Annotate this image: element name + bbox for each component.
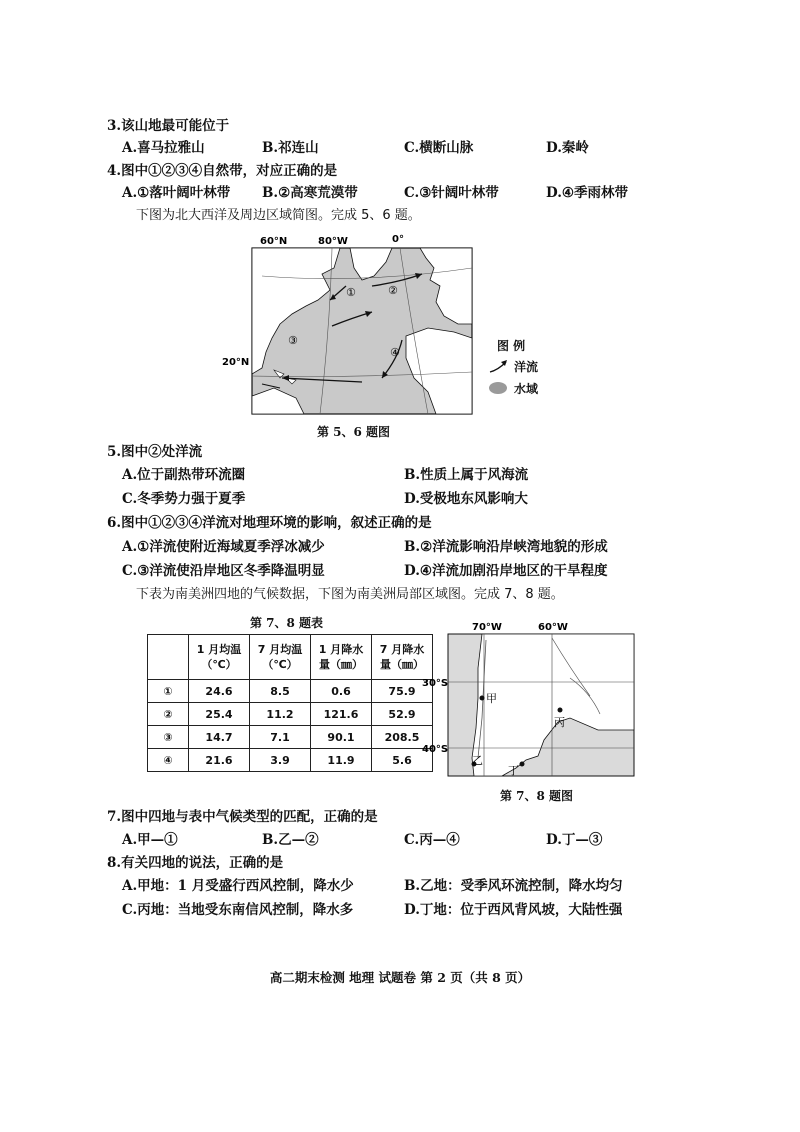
place-ding-dot <box>520 762 525 767</box>
cell: 25.4 <box>189 703 250 726</box>
header-jan-temp: 1 月均温 （℃） <box>189 635 250 680</box>
place-jia-dot <box>480 696 485 701</box>
lon-label-70w: 70°W <box>472 622 502 633</box>
legend-water-label: 水域 <box>514 382 539 396</box>
q8-option-b[interactable]: B.乙地：受季风环流控制，降水均匀 <box>404 878 623 894</box>
q3-option-d[interactable]: D.秦岭 <box>546 140 589 156</box>
cell: 90.1 <box>311 726 372 749</box>
place-ding: 丁 <box>508 764 519 777</box>
cell: 14.7 <box>189 726 250 749</box>
q3-option-a[interactable]: A.喜马拉雅山 <box>122 140 205 156</box>
lat-label-40s: 40°S <box>422 744 449 755</box>
row-id: ③ <box>148 726 189 749</box>
question-5-stem: 5.图中②处洋流 <box>107 444 203 460</box>
header-jan-precip: 1 月降水 量（㎜） <box>311 635 372 680</box>
lat-label-30s: 30°S <box>422 678 449 689</box>
lon-label-80w: 80°W <box>318 236 348 247</box>
q6-option-b[interactable]: B.②洋流影响沿岸峡湾地貌的形成 <box>404 539 608 555</box>
cell: 8.5 <box>250 680 311 703</box>
cell: 11.2 <box>250 703 311 726</box>
table-row <box>148 703 433 726</box>
lat-label-20n: 20°N <box>222 357 250 368</box>
map1-caption: 第 5、6 题图 <box>317 425 391 439</box>
lon-label-60w: 60°W <box>538 622 568 633</box>
q6-option-a[interactable]: A.①洋流使附近海域夏季浮冰减少 <box>122 539 325 555</box>
marker-2: ② <box>388 284 398 297</box>
q7-option-b[interactable]: B.乙—② <box>262 832 319 848</box>
place-jia: 甲 <box>486 692 497 705</box>
q5-option-d[interactable]: D.受极地东风影响大 <box>404 491 528 507</box>
map2-caption: 第 7、8 题图 <box>500 789 574 803</box>
intro-7-8: 下表为南美洲四地的气候数据，下图为南美洲局部区域图。完成 7、8 题。 <box>136 587 564 602</box>
question-3-stem: 3.该山地最可能位于 <box>107 118 230 134</box>
page-footer: 高二期末检测 地理 试题卷 第 2 页（共 8 页） <box>269 970 531 985</box>
row-id: ④ <box>148 749 189 772</box>
q3-option-c[interactable]: C.横断山脉 <box>404 140 474 156</box>
q8-option-d[interactable]: D.丁地：位于西风背风坡，大陆性强 <box>404 902 623 918</box>
cell: 75.9 <box>372 680 433 703</box>
legend-current-icon <box>488 358 512 374</box>
legend-title: 图 例 <box>497 339 526 353</box>
cell: 208.5 <box>372 726 433 749</box>
question-8-stem: 8.有关四地的说法，正确的是 <box>107 855 284 871</box>
marker-4: ④ <box>390 346 400 359</box>
cell: 24.6 <box>189 680 250 703</box>
place-bing-dot <box>558 708 563 713</box>
marker-3: ③ <box>288 334 298 347</box>
table-row <box>148 680 433 703</box>
table-corner <box>148 635 189 680</box>
table-header-row <box>148 635 433 680</box>
cell: 3.9 <box>250 749 311 772</box>
row-id: ① <box>148 680 189 703</box>
q4-option-d[interactable]: D.④季雨林带 <box>546 185 629 201</box>
legend-current-label: 洋流 <box>514 360 539 374</box>
q5-option-a[interactable]: A.位于副热带环流圈 <box>122 467 246 483</box>
row-id: ② <box>148 703 189 726</box>
q6-option-c[interactable]: C.③洋流使沿岸地区冬季降温明显 <box>122 563 325 579</box>
place-yi: 乙 <box>472 754 483 767</box>
q6-option-d[interactable]: D.④洋流加剧沿岸地区的干旱程度 <box>404 563 608 579</box>
cell: 121.6 <box>311 703 372 726</box>
q4-option-c[interactable]: C.③针阔叶林带 <box>404 185 499 201</box>
table-caption: 第 7、8 题表 <box>250 616 324 630</box>
cell: 11.9 <box>311 749 372 772</box>
q7-option-d[interactable]: D.丁—③ <box>546 832 603 848</box>
climate-table <box>147 634 433 772</box>
cell: 52.9 <box>372 703 433 726</box>
cell: 21.6 <box>189 749 250 772</box>
header-jul-precip: 7 月降水 量（㎜） <box>372 635 433 680</box>
q5-option-b[interactable]: B.性质上属于风海流 <box>404 467 529 483</box>
cell: 0.6 <box>311 680 372 703</box>
question-4-stem: 4.图中①②③④自然带，对应正确的是 <box>107 163 338 179</box>
lon-label-0: 0° <box>392 234 404 245</box>
table-row <box>148 726 433 749</box>
q3-option-b[interactable]: B.祁连山 <box>262 140 319 156</box>
q5-option-c[interactable]: C.冬季势力强于夏季 <box>122 491 246 507</box>
marker-1: ① <box>346 286 356 299</box>
legend-water-icon <box>486 380 510 396</box>
table-row <box>148 749 433 772</box>
header-jul-temp: 7 月均温 （℃） <box>250 635 311 680</box>
south-america-map <box>420 618 640 782</box>
q7-option-a[interactable]: A.甲—① <box>122 832 178 848</box>
q8-option-c[interactable]: C.丙地：当地受东南信风控制，降水多 <box>122 902 354 918</box>
lat-label-60n: 60°N <box>260 236 288 247</box>
cell: 7.1 <box>250 726 311 749</box>
q4-option-a[interactable]: A.①落叶阔叶林带 <box>122 185 231 201</box>
q8-option-a[interactable]: A.甲地：1 月受盛行西风控制，降水少 <box>122 878 354 894</box>
place-bing: 丙 <box>554 716 565 729</box>
q7-option-c[interactable]: C.丙—④ <box>404 832 460 848</box>
q4-option-b[interactable]: B.②高寒荒漠带 <box>262 185 358 201</box>
question-6-stem: 6.图中①②③④洋流对地理环境的影响，叙述正确的是 <box>107 515 432 531</box>
question-7-stem: 7.图中四地与表中气候类型的匹配，正确的是 <box>107 809 378 825</box>
cell: 5.6 <box>372 749 433 772</box>
intro-5-6: 下图为北大西洋及周边区域简图。完成 5、6 题。 <box>136 208 421 223</box>
